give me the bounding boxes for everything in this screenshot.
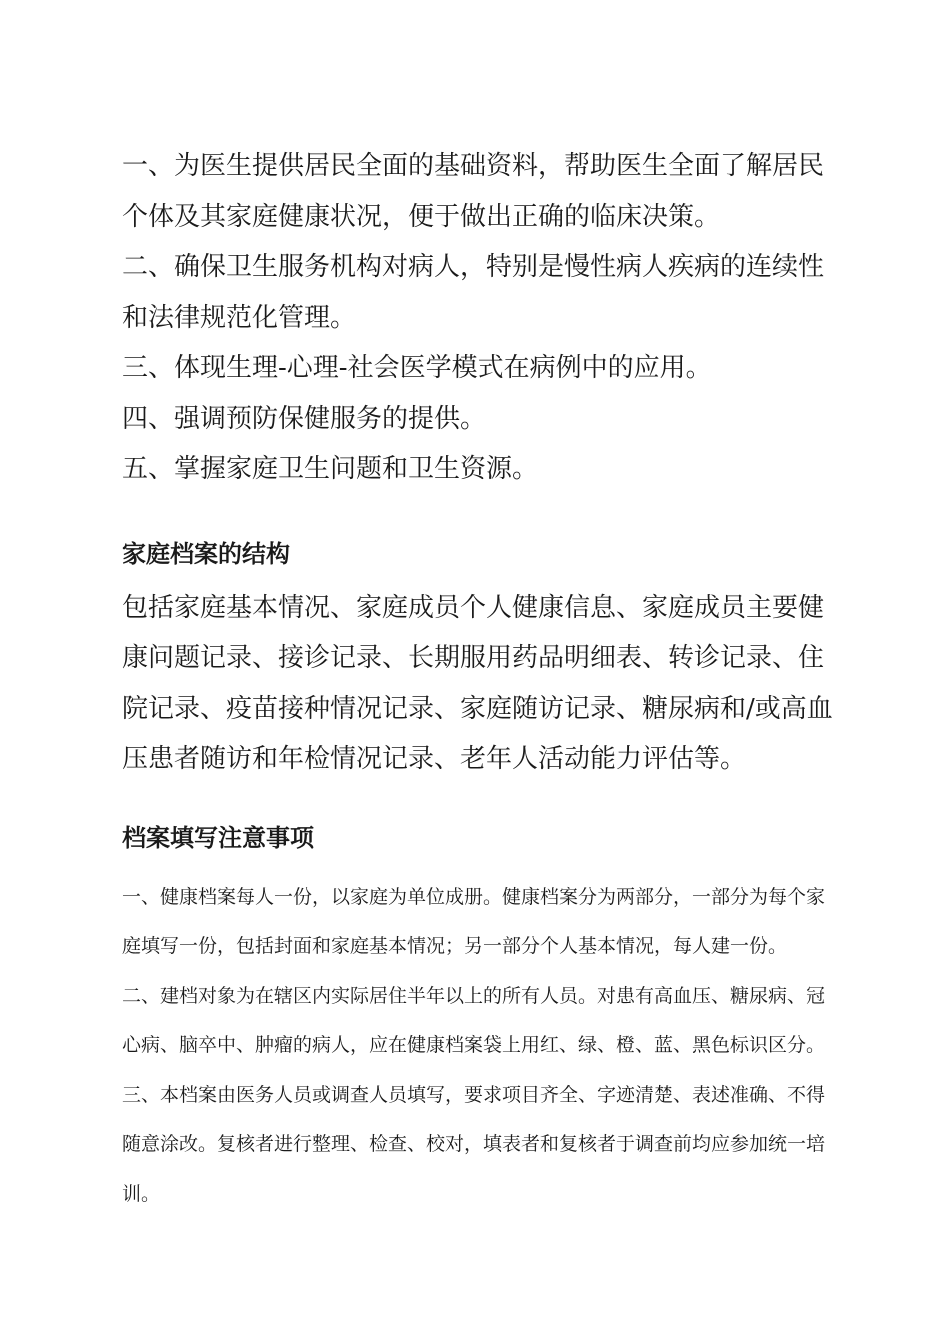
purpose-item-3: 三、体现生理-心理-社会医学模式在病例中的应用。 (122, 353, 712, 383)
purpose-item-4: 四、强调预防保健服务的提供。 (122, 403, 487, 434)
note-item-1: 一、健康档案每人一份，以家庭为单位成册。健康档案分为两部分，一部分为每个家庭填写一份，包括封面和家庭基本情况；另一部分个人基本情况，每人建一份。 (122, 885, 826, 957)
note-item-2: 二、建档对象为在辖区内实际居住半年以上的所有人员。对患有高血压、糖尿病、冠心病、脑卒中、肿瘤的病人，应在健康档案袋上用红、绿、橙、蓝、黑色标识区分。 (122, 984, 826, 1056)
purpose-list (122, 141, 834, 495)
note-item-3: 三、本档案由医务人员或调查人员填写，要求项目齐全、字迹清楚、表述准确、不得随意涂改。复核者进行整理、检查、校对，填表者和复核者于调查前均应参加统一培训。 (122, 1083, 826, 1205)
document-page (122, 141, 834, 1219)
notes-heading: 档案填写注意事项 (122, 822, 314, 852)
purpose-item-5: 五、掌握家庭卫生问题和卫生资源。 (122, 454, 539, 484)
purpose-item-2: 二、确保卫生服务机构对病人，特别是慢性病人疾病的连续性和法律规范化管理。 (122, 252, 825, 333)
structure-body: 包括家庭基本情况、家庭成员个人健康信息、家庭成员主要健康问题记录、接诊记录、长期服用药品明细表、转诊记录、住院记录、疫苗接种情况记录、家庭随访记录、糖尿病和/或高血压患者随访和年检情况记录、老年人活动能力评估等。 (122, 592, 833, 774)
structure-section (122, 583, 834, 785)
notes-list (122, 873, 834, 1220)
structure-heading: 家庭档案的结构 (122, 538, 290, 568)
purpose-item-1: 一、为医生提供居民全面的基础资料，帮助医生全面了解居民个体及其家庭健康状况，便于做出正确的临床决策。 (122, 151, 825, 232)
